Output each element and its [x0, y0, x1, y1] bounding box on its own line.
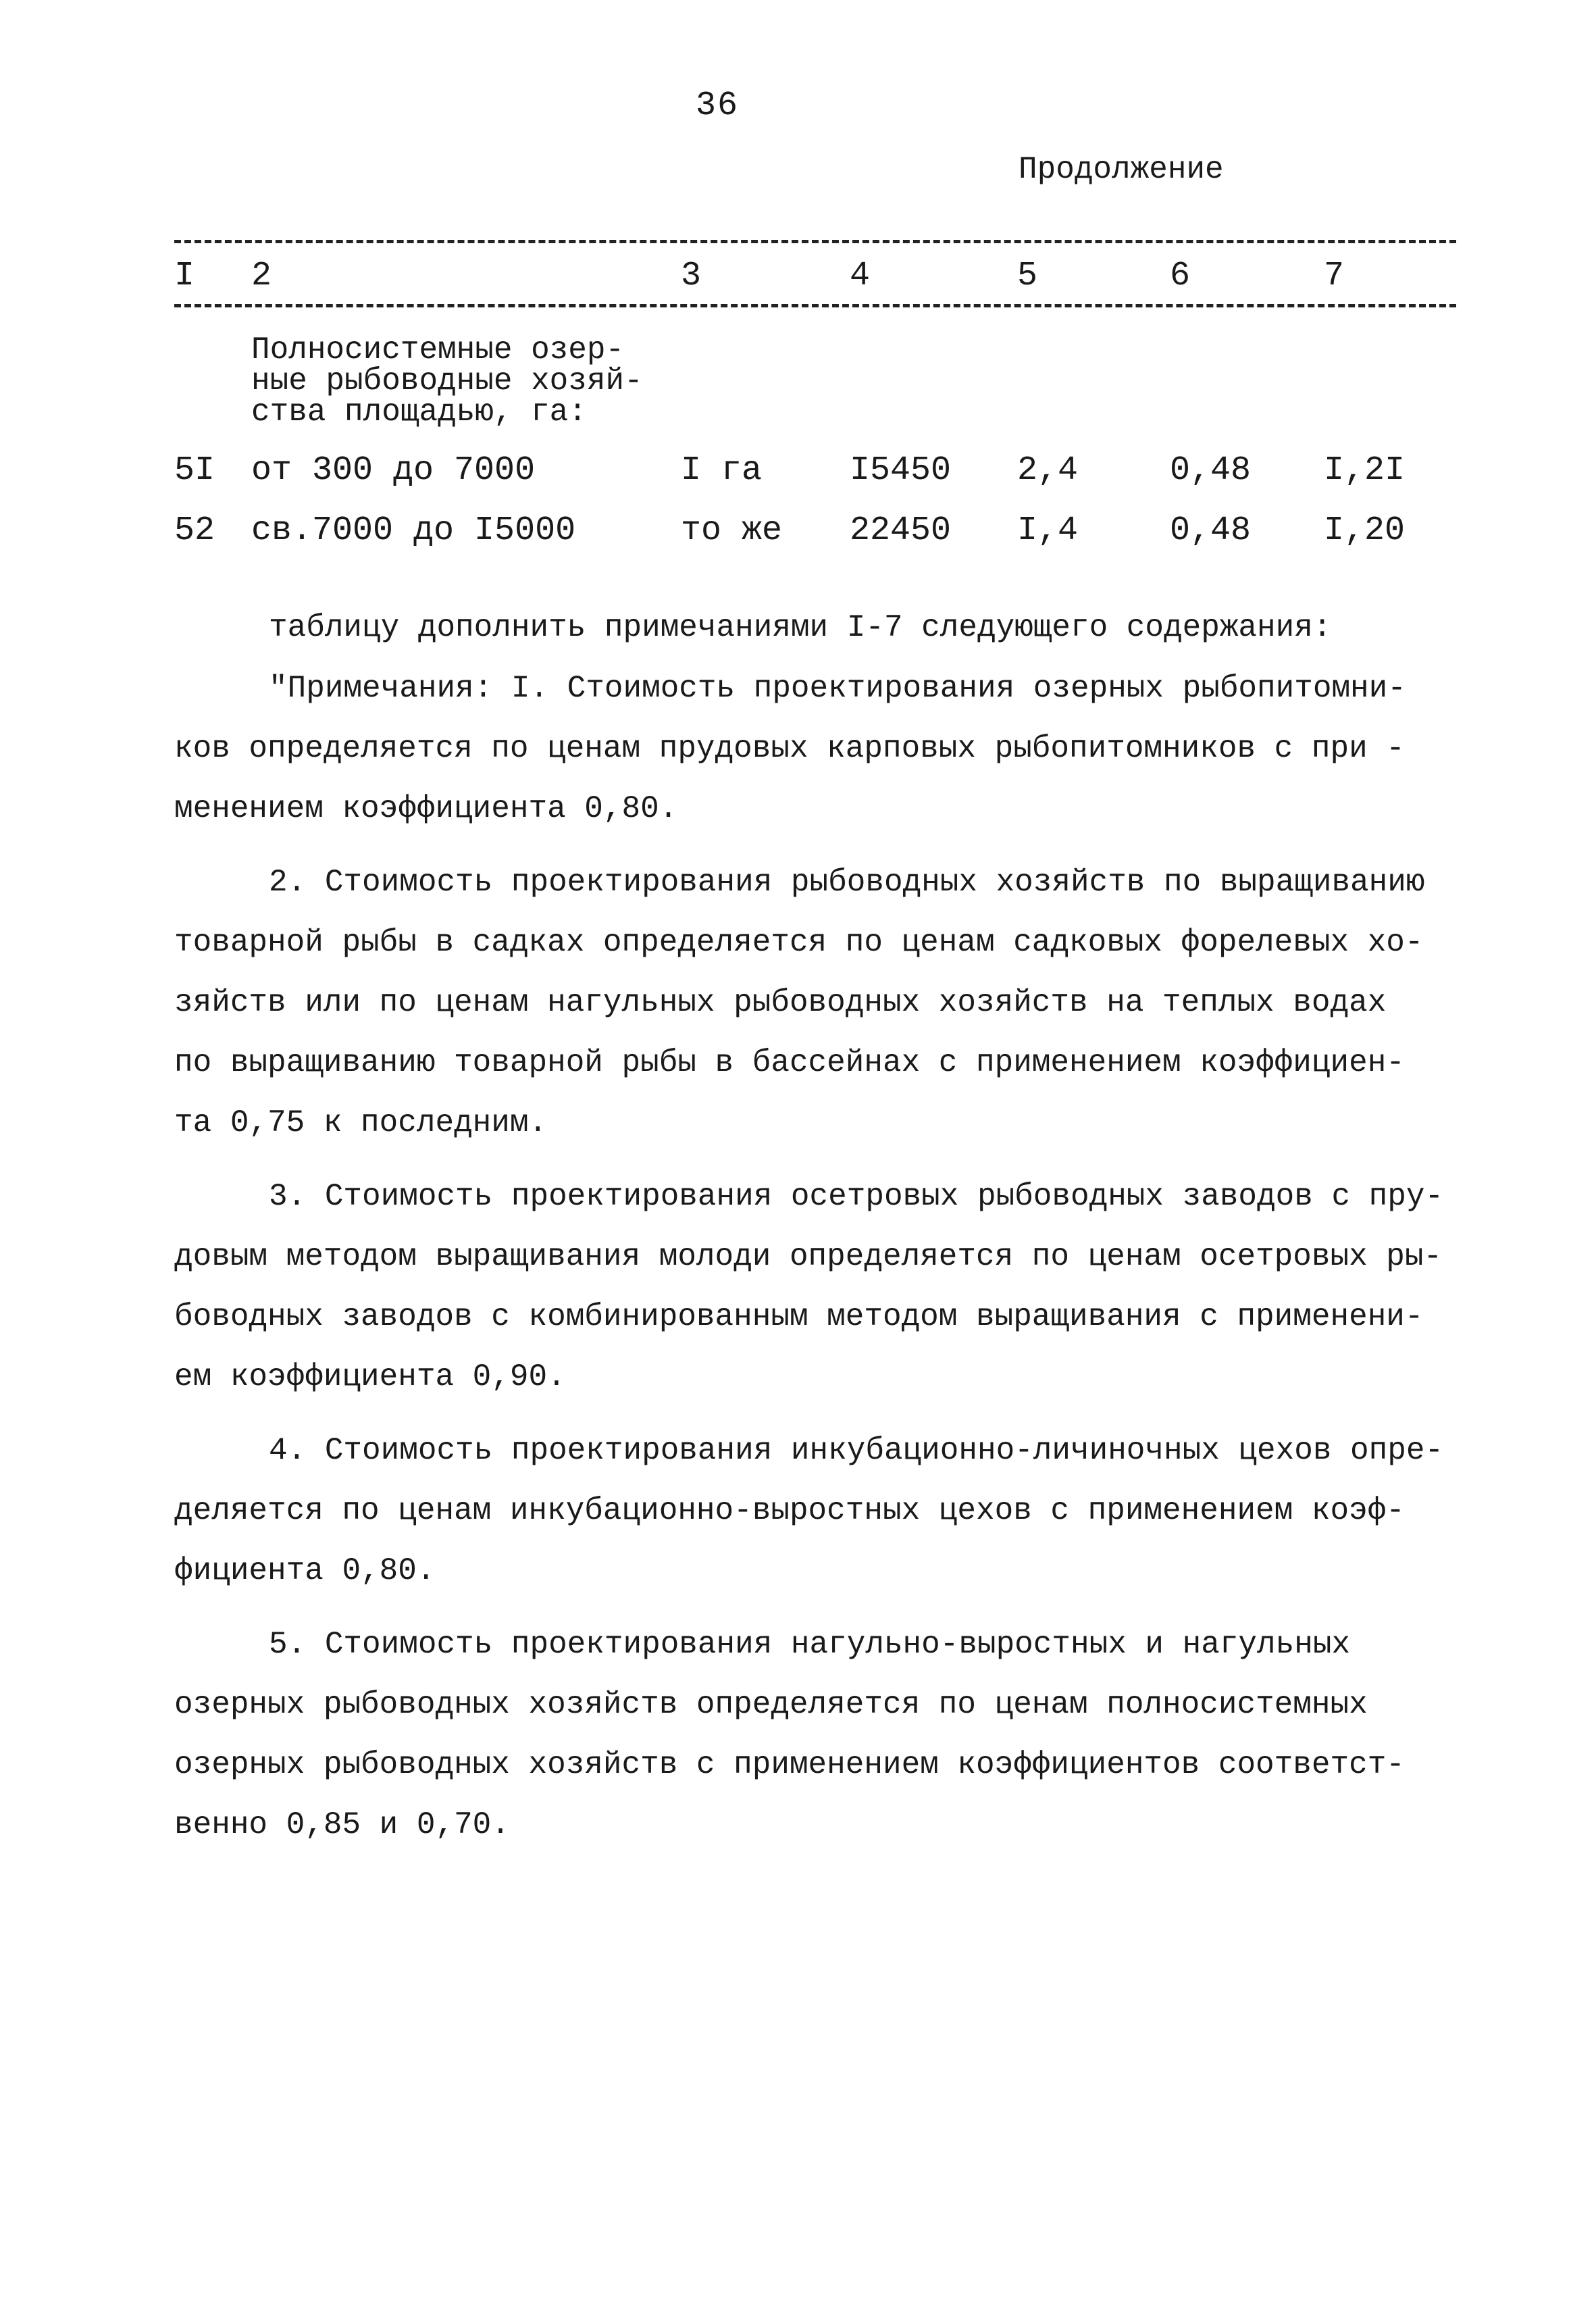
header-col-3: 3: [681, 257, 702, 295]
row-51-area: от 300 до 7000: [251, 451, 536, 490]
header-col-1: I: [174, 257, 195, 295]
header-col-5: 5: [1017, 257, 1038, 295]
note-line: по выращиванию товарной рыбы в бассейнах с применением коэффициен-: [174, 1045, 1405, 1080]
row-52-unit: то же: [681, 511, 783, 550]
row-52-col5: I,4: [1017, 511, 1079, 550]
note-line: ков определяется по ценам прудовых карповых рыбопитомников с при -: [174, 731, 1405, 766]
group-label-line: Полносистемные озер-: [251, 332, 625, 368]
note-line: "Примечания: I. Стоимость проектирования озерных рыбопитомни-: [269, 671, 1406, 706]
header-col-2: 2: [251, 257, 272, 295]
note-line: венно 0,85 и 0,70.: [174, 1807, 510, 1842]
note-5: [174, 1615, 1458, 1855]
continuation-label: Продолжение: [1019, 152, 1224, 187]
note-line: ем коэффициента 0,90.: [174, 1359, 566, 1394]
header-col-4: 4: [850, 257, 871, 295]
note-line: 5. Стоимость проектирования нагульно-выростных и нагульных: [269, 1627, 1351, 1662]
note-line: товарной рыбы в садках определяется по ценам садковых форелевых хо-: [174, 925, 1424, 960]
row-52-area: св.7000 до I5000: [251, 511, 576, 550]
notes-section: [174, 659, 1458, 1855]
note-line: озерных рыбоводных хозяйств определяется по ценам полносистемных: [174, 1687, 1368, 1722]
paragraph-gap: [174, 1153, 1458, 1167]
table-rule-top: [174, 240, 1456, 243]
note-line: деляется по ценам инкубационно-выростных цехов с применением коэф-: [174, 1493, 1405, 1528]
group-label-line: ства площадью, га:: [251, 395, 587, 430]
row-52-price: 22450: [850, 511, 952, 550]
row-51-col6: 0,48: [1170, 451, 1252, 490]
header-col-7: 7: [1324, 257, 1345, 295]
note-1: [174, 659, 1458, 839]
intro-text: таблицу дополнить примечаниями I-7 следующего содержания:: [269, 610, 1332, 645]
row-51-price: I5450: [850, 451, 952, 490]
row-51-col5: 2,4: [1017, 451, 1079, 490]
row-51-col7: I,2I: [1324, 451, 1406, 490]
note-4: [174, 1421, 1458, 1601]
note-line: 4. Стоимость проектирования инкубационно-личиночных цехов опре-: [269, 1433, 1444, 1468]
note-line: 3. Стоимость проектирования осетровых рыбоводных заводов с пру-: [269, 1179, 1444, 1214]
table-group-label: [251, 334, 684, 428]
note-line: довым методом выращивания молоди определяется по ценам осетровых ры-: [174, 1239, 1443, 1274]
row-51-number: 5I: [174, 451, 215, 490]
note-line: боводных заводов с комбинированным методом выращивания с применени-: [174, 1299, 1424, 1334]
intro-line: [174, 598, 1458, 658]
page-number: 36: [696, 86, 740, 125]
note-line: зяйств или по ценам нагульных рыбоводных хозяйств на теплых водах: [174, 985, 1387, 1020]
group-label-line: ные рыбоводные хозяй-: [251, 363, 643, 399]
paragraph-gap: [174, 1601, 1458, 1615]
note-line: озерных рыбоводных хозяйств с применением коэффициентов соответст-: [174, 1747, 1405, 1782]
note-line: фициента 0,80.: [174, 1553, 436, 1588]
paragraph-gap: [174, 839, 1458, 853]
row-52-col7: I,20: [1324, 511, 1406, 550]
table-rule-bottom: [174, 304, 1456, 307]
row-51-unit: I га: [681, 451, 763, 490]
note-line: 2. Стоимость проектирования рыбоводных хозяйств по выращиванию: [269, 865, 1425, 900]
header-col-6: 6: [1170, 257, 1191, 295]
note-line: та 0,75 к последним.: [174, 1105, 548, 1140]
note-3: [174, 1167, 1458, 1407]
row-52-col6: 0,48: [1170, 511, 1252, 550]
note-2: [174, 853, 1458, 1153]
paragraph-gap: [174, 1407, 1458, 1421]
row-52-number: 52: [174, 511, 215, 550]
note-line: менением коэффициента 0,80.: [174, 791, 678, 826]
